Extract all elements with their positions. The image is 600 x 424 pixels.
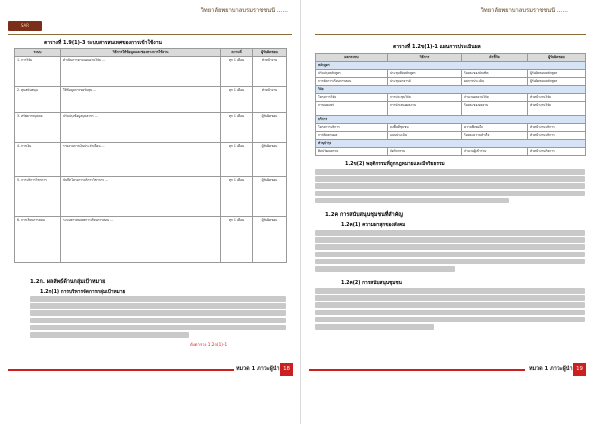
- detail-cell: ปรับปรุงข้อมูลบุคลากร ...: [61, 113, 221, 143]
- table-header-row: [316, 54, 586, 62]
- system-cell: 3. ทรัพยากรบุคคล: [15, 113, 61, 143]
- header-divider: [8, 34, 292, 35]
- column-header: ตัวชี้วัด: [462, 54, 528, 62]
- detail-cell: ดำเนินการตามแผนงานวิจัย ...: [61, 57, 221, 87]
- footer-rule: [8, 369, 234, 371]
- college-logo: SAR: [8, 21, 42, 31]
- table-row: [15, 143, 287, 177]
- body-paragraph: [315, 288, 585, 331]
- evaluation-plan-table: [315, 53, 586, 156]
- frequency-cell: ทุก 1 เดือน: [221, 217, 253, 263]
- group-label: ทำนุบำรุง: [316, 140, 586, 148]
- table-row: [15, 177, 287, 217]
- detail-cell: บันทึกโครงการบริการวิชาการ ...: [61, 177, 221, 217]
- info-system-table: [14, 48, 287, 263]
- impact-cell: การเผยแพร่: [316, 102, 388, 116]
- body-paragraph: [315, 230, 585, 273]
- body-paragraph: [315, 169, 585, 205]
- impact-cell: ศิลปวัฒนธรรม: [316, 148, 388, 156]
- system-cell: 1. การวิจัย: [15, 57, 61, 87]
- indicator-cell: จำนวนผลงานวิจัย: [462, 94, 528, 102]
- column-header: ผู้รับผิดชอบ: [528, 54, 586, 62]
- impact-cell: โครงการบริการ: [316, 124, 388, 132]
- system-cell: 5. การบริการวิชาการ: [15, 177, 61, 217]
- table-row: [316, 78, 586, 86]
- table-row: [15, 87, 287, 113]
- indicator-cell: ร้อยละของบัณฑิต: [462, 70, 528, 78]
- subsection-title: 1.2ก(1) การบริหารจัดการกลุ่มเป้าหมาย: [40, 290, 126, 295]
- frequency-cell: ทุก 1 เดือน: [221, 113, 253, 143]
- group-label: วิจัย: [316, 86, 586, 94]
- section-title: 1.2ก. ผลลัพธ์ด้านกลุ่มเป้าหมาย: [30, 279, 106, 285]
- owner-cell: ผู้รับผิดชอบ: [253, 143, 287, 177]
- table-row: [316, 70, 586, 78]
- group-row: [316, 62, 586, 70]
- table-row: [316, 148, 586, 156]
- impact-cell: การจัดการเรียนการสอน: [316, 78, 388, 86]
- owner-cell: ผู้รับผิดชอบหลักสูตร: [528, 70, 586, 78]
- method-cell: การนำเสนอผลงาน: [388, 102, 462, 116]
- table-row: [316, 102, 586, 116]
- method-cell: แบบประเมิน: [388, 132, 462, 140]
- table-row: [15, 217, 287, 263]
- footer-rule: [309, 369, 525, 371]
- table-caption: ตารางที่ 1.9(1)-3 ระบบสารสนเทศของการเข้าใช้งาน: [44, 40, 162, 46]
- owner-cell: หัวหน้างานวิจัย: [528, 102, 586, 116]
- frequency-cell: ทุก 1 เดือน: [221, 87, 253, 113]
- owner-cell: หัวหน้างาน: [253, 87, 287, 113]
- table-row: [15, 57, 287, 87]
- section-b-title: 1.2ค การสนับสนุนชุมชนที่สำคัญ: [325, 212, 403, 218]
- method-cell: ประชุมทีมหลักสูตร: [388, 70, 462, 78]
- system-cell: 6. การเรียนการสอน: [15, 217, 61, 263]
- column-header: ความถี่: [221, 49, 253, 57]
- red-reference-note: ดังตาราง 1.2ก(1)-1: [190, 342, 228, 347]
- frequency-cell: ทุก 1 เดือน: [221, 177, 253, 217]
- method-cell: จัดกิจกรรม: [388, 148, 462, 156]
- footer-label: หมวด 1 ภาวะผู้นำ: [236, 366, 280, 372]
- owner-cell: หัวหน้างาน: [253, 57, 287, 87]
- owner-cell: ผู้รับผิดชอบ: [253, 177, 287, 217]
- detail-cell: รายงานการเงินประจำเดือน ...: [61, 143, 221, 177]
- group-row: [316, 86, 586, 94]
- column-header: ระบบ: [15, 49, 61, 57]
- page-footer: [0, 363, 300, 377]
- method-cell: ประชุมอาจารย์: [388, 78, 462, 86]
- system-cell: 4. การเงิน: [15, 143, 61, 177]
- indicator-cell: ผลการประเมิน: [462, 78, 528, 86]
- table-row: [316, 132, 586, 140]
- owner-cell: ผู้รับผิดชอบ: [253, 113, 287, 143]
- header-divider: [315, 34, 586, 35]
- indicator-cell: ความพึงพอใจ: [462, 124, 528, 132]
- impact-cell: โครงการวิจัย: [316, 94, 388, 102]
- owner-cell: หัวหน้างานบริการ: [528, 124, 586, 132]
- indicator-cell: ร้อยละความสำเร็จ: [462, 132, 528, 140]
- page-header: วิทยาลัยพยาบาลบรมราชชนนี ......: [480, 8, 568, 14]
- group-label: บริการ: [316, 116, 586, 124]
- indicator-cell: จำนวนผู้เข้าร่วม: [462, 148, 528, 156]
- system-cell: 2. ทุนสนับสนุน: [15, 87, 61, 113]
- column-header: ผู้รับผิดชอบ: [253, 49, 287, 57]
- method-cell: ลงพื้นที่ชุมชน: [388, 124, 462, 132]
- page-footer: [301, 363, 600, 377]
- owner-cell: ผู้รับผิดชอบ: [253, 217, 287, 263]
- indicator-cell: ร้อยละของผลงาน: [462, 102, 528, 116]
- column-header: ผลกระทบ: [316, 54, 388, 62]
- frequency-cell: ทุก 1 เดือน: [221, 143, 253, 177]
- frequency-cell: ทุก 1 เดือน: [221, 57, 253, 87]
- group-label: หลักสูตร: [316, 62, 586, 70]
- table-row: [15, 113, 287, 143]
- owner-cell: ผู้รับผิดชอบหลักสูตร: [528, 78, 586, 86]
- group-row: [316, 116, 586, 124]
- table-caption: ตารางที่ 1.2ข(1)-1 แผนการประเมินผล: [393, 44, 481, 50]
- subsection-title: 1.2ค(1) ความผาสุกของสังคม: [341, 223, 406, 228]
- page-header: วิทยาลัยพยาบาลบรมราชชนนี ......: [200, 8, 288, 14]
- right-page: [300, 0, 600, 424]
- body-paragraph: [30, 296, 286, 339]
- table-header-row: [15, 49, 287, 57]
- page-number: 19: [573, 363, 586, 376]
- column-header: วิธีการ: [388, 54, 462, 62]
- footer-label: หมวด 1 ภาวะผู้นำ: [529, 366, 573, 372]
- section-a-title: 1.2ข(2) พฤติกรรมที่ถูกกฎหมายและมีจริยธรรม: [345, 162, 445, 167]
- impact-cell: การติดตามผล: [316, 132, 388, 140]
- page-number: 18: [280, 363, 293, 376]
- table-row: [316, 94, 586, 102]
- table-row: [316, 124, 586, 132]
- owner-cell: หัวหน้างานวิจัย: [528, 94, 586, 102]
- owner-cell: หัวหน้างานบริการ: [528, 132, 586, 140]
- detail-cell: ให้ข้อมูลการขอรับทุน ...: [61, 87, 221, 113]
- group-row: [316, 140, 586, 148]
- column-header: วิธีการให้ข้อมูลและช่องทางการใช้งาน: [61, 49, 221, 57]
- subsection-title: 1.2ค(2) การสนับสนุนชุมชน: [341, 281, 402, 286]
- method-cell: การประชุมวิจัย: [388, 94, 462, 102]
- owner-cell: หัวหน้างานกิจการ: [528, 148, 586, 156]
- detail-cell: ระบบสารสนเทศการเรียนการสอน ...: [61, 217, 221, 263]
- impact-cell: ปรับปรุงหลักสูตร: [316, 70, 388, 78]
